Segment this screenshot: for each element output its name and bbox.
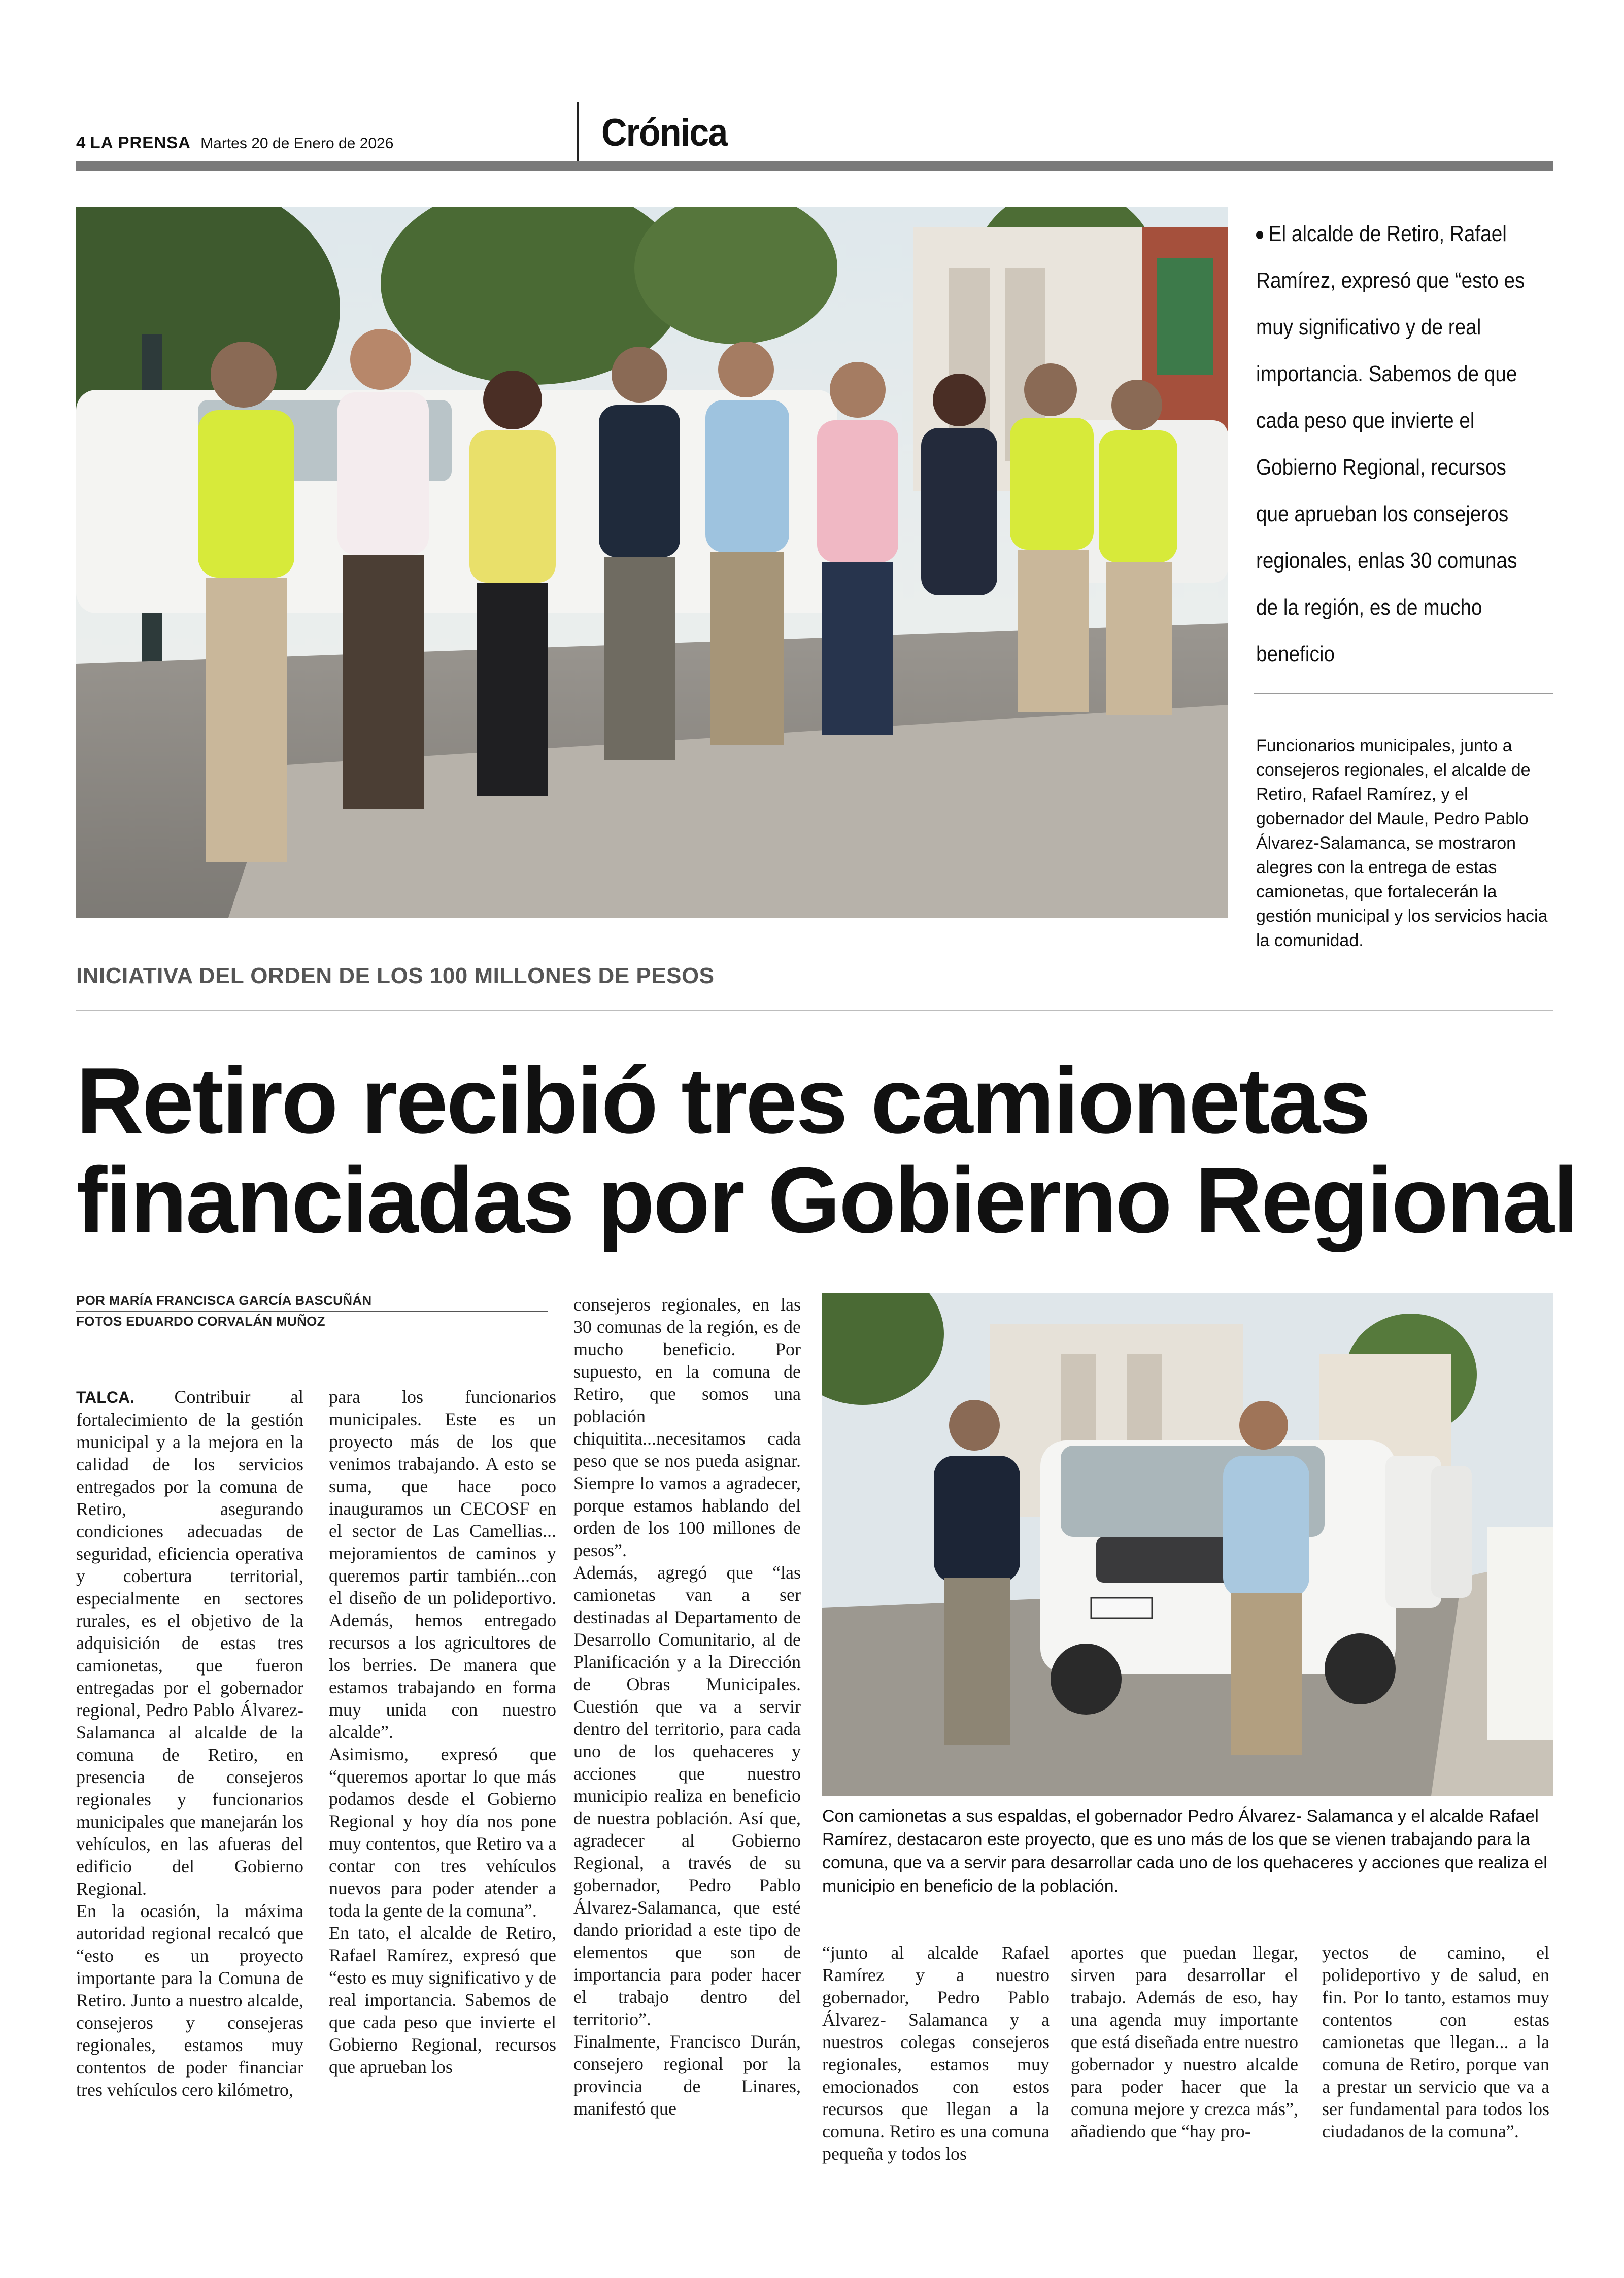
kicker: INICIATIVA DEL ORDEN DE LOS 100 MILLONES DE PESOS bbox=[76, 963, 715, 988]
page-folio bbox=[76, 133, 393, 152]
byline-photos: FOTOS EDUARDO CORVALÁN MUÑOZ bbox=[76, 1314, 325, 1329]
pull-quote bbox=[1256, 211, 1542, 678]
paragraph: Asimismo, expresó que “queremos aportar lo que más podamos desde el Gobierno Regional y hoy día nos pone muy contentos, que Retiro va a contar con tres vehículos nuevos para poder atender a toda la gente de la comuna”. bbox=[329, 1744, 556, 1921]
paragraph bbox=[76, 1386, 303, 1900]
pull-quote-text: El alcalde de Retiro, Rafael Ramírez, expresó que “esto es muy significativo y de real importancia. Sabemos de que cada peso que invierte el Gobierno Regional, recursos que aprueban los consejeros regionales, enlas 30 comunas de la región, es de mucho beneficio bbox=[1256, 221, 1525, 666]
page-number: 4 bbox=[76, 133, 86, 152]
article-column-3 bbox=[573, 1293, 801, 2120]
paragraph: para los funcionarios municipales. Este es un proyecto más de los que venimos trabajando. A esto se suma, que hace poco inauguramos un CECOSF en el sector de Las Camellias... mejoramientos de caminos y queremos partir también...con el diseño de un polideportivo. Además, hemos entregado recursos a los agricultores de los berries. De manera que estamos trabajando en forma muy unida con nuestro alcalde”. bbox=[329, 1387, 556, 1742]
headline-line-1: Retiro recibió tres camionetas bbox=[76, 1048, 1370, 1153]
side-rule bbox=[1254, 693, 1553, 694]
publication-name: LA PRENSA bbox=[90, 133, 191, 152]
byline-author: POR MARÍA FRANCISCA GARCÍA BASCUÑÁN bbox=[76, 1293, 548, 1312]
paragraph-text: Contribuir al fortalecimiento de la gestión municipal y a la mejora en la calidad de los servicios entregados por la comuna de Retiro, asegurando condiciones adecuadas de seguridad, eficiencia operativa y cobertura territorial, especialmente en sectores rurales, es el objetivo de la adquisición de estas tres camionetas, que fueron entregadas por el gobernador regional, Pedro Pablo Álvarez-Salamanca al alcalde de la comuna de Retiro, en presencia de consejeros regionales y funcionarios municipales que manejarán los vehículos, en las afueras del edificio del Gobierno Regional. bbox=[76, 1387, 303, 1899]
article-column-4 bbox=[822, 1941, 1050, 2165]
article-column-6 bbox=[1322, 1941, 1549, 2142]
paragraph: Además, agregó que “las camionetas van a ser destinadas al Departamento de Desarrollo Comunitario, al de Planificación y a la Dirección de Obras Municipales. Cuestión que va a servir dentro del territorio, para cada uno de los quehaceres y acciones que nuestro municipio realiza en beneficio de nuestra población. Así que, agradecer al Gobierno Regional, a través de su gobernador, Pedro Pablo Álvarez-Salamanca, que esté dando prioridad a este tipo de elementos que son de importancia para poder hacer el trabajo dentro del territorio”. bbox=[573, 1562, 801, 2029]
governor-mayor-photo bbox=[822, 1293, 1553, 1796]
paragraph: En la ocasión, la máxima autoridad regional recalcó que “esto es un proyecto importante para la Comuna de Retiro. Junto a nuestro alcalde, consejeros y consejeras regionales, estamos muy contentos de poder financiar tres vehículos cero kilómetro, bbox=[76, 1901, 303, 2100]
paragraph: En tato, el alcalde de Retiro, Rafael Ramírez, expresó que “esto es muy significativo y de real importancia. Sabemos de que cada peso que invierte el Gobierno Regional, recursos que aprueban los bbox=[329, 1923, 556, 2077]
section-title: Crónica bbox=[601, 111, 727, 154]
byline bbox=[76, 1293, 548, 1329]
header-rule bbox=[76, 161, 1553, 171]
issue-date: Martes 20 de Enero de 2026 bbox=[200, 135, 394, 152]
header-divider bbox=[577, 102, 579, 162]
paragraph: “junto al alcalde Rafael Ramírez y a nuestro gobernador, Pedro Pablo Álvarez- Salamanca y a nuestros colegas consejeros regionales, estamos muy emocionados con estos recursos que llegan a la comuna. Retiro es una comuna pequeña y todos los bbox=[822, 1942, 1050, 2164]
headline-line-2: financiadas por Gobierno Regional bbox=[76, 1148, 1577, 1252]
paragraph: yectos de camino, el polideportivo y de salud, en fin. Por lo tanto, estamos muy contentos con estas camionetas que llegan... a la comuna de Retiro, porque van a prestar un servicio que va a ser fundamental para todos los ciudadanos de la comuna”. bbox=[1322, 1942, 1549, 2141]
kicker-rule bbox=[76, 1010, 1553, 1011]
photo-caption-second: Con camionetas a sus espaldas, el gobernador Pedro Álvarez- Salamanca y el alcalde Rafael Ramírez, destacaron este proyecto, que es uno más de los que se vienen trabajando para la comuna, que va a servir para desarrollar cada uno de los quehaceres y acciones que realiza el municipio en beneficio de la población. bbox=[822, 1806, 1547, 1896]
article-column-1 bbox=[76, 1386, 303, 2101]
paragraph: aportes que puedan llegar, sirven para desarrollar el trabajo. Además de eso, hay una agenda muy importante que está diseñada entre nuestro gobernador y nuestro alcalde para poder hacer que la comuna mejore y crezca más”, añadiendo que “hay pro- bbox=[1071, 1942, 1298, 2141]
photo-caption-top: Funcionarios municipales, junto a consejeros regionales, el alcalde de Retiro, Rafael Ramírez, y el gobernador del Maule, Pedro Pablo Álvarez-Salamanca, se mostraron alegres con la entrega de estas camionetas, que fortalecerán la gestión municipal y los servicios hacia la comunidad. bbox=[1256, 736, 1548, 950]
group-photo bbox=[76, 207, 1228, 918]
paragraph: consejeros regionales, en las 30 comunas de la región, es de mucho beneficio. Por supuesto, en la comuna de Retiro, que somos una población chiquitita...necesitamos cada peso que se nos pueda asignar. Siempre lo vamos a agradecer, porque estamos hablando del orden de los 100 millones de pesos”. bbox=[573, 1294, 801, 1560]
bullet-icon bbox=[1256, 231, 1263, 239]
article-column-5 bbox=[1071, 1941, 1298, 2142]
paragraph: Finalmente, Francisco Durán, consejero regional por la provincia de Linares, manifestó que bbox=[573, 2031, 801, 2119]
headline bbox=[76, 1048, 1577, 1252]
article-column-2 bbox=[329, 1386, 556, 2078]
dateline: TALCA. bbox=[76, 1388, 134, 1406]
